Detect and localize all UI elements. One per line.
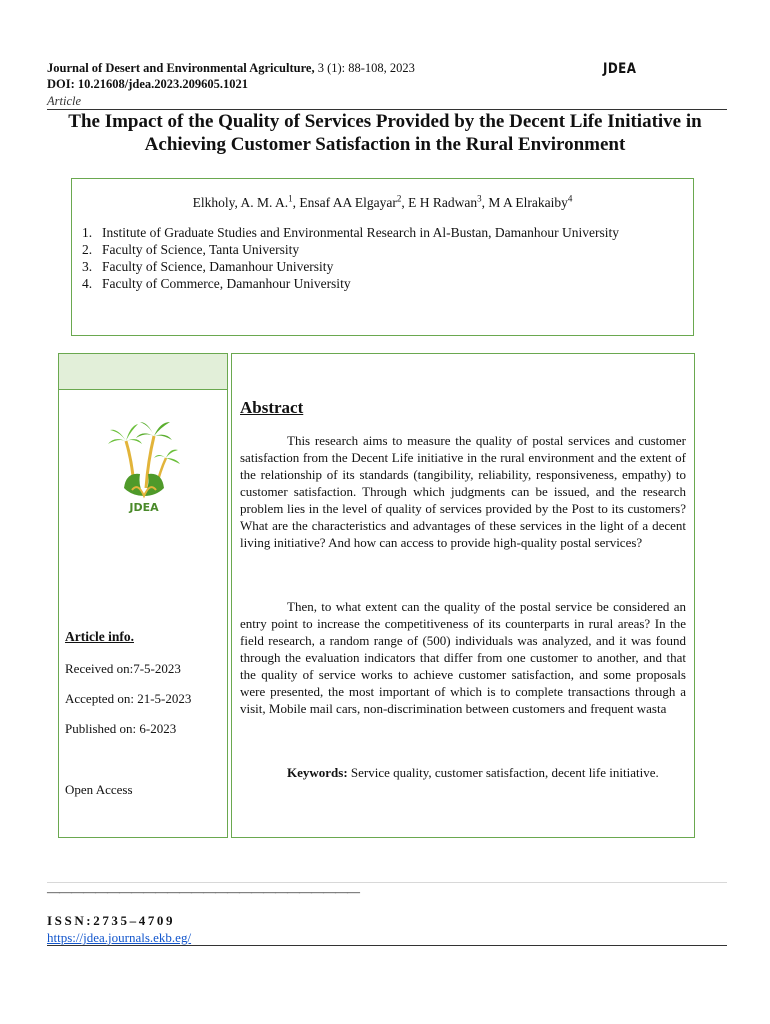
authors-box [71, 178, 694, 336]
journal-citation [47, 61, 415, 76]
abstract-paragraph-2: Then, to what extent can the quality of the postal service be considered an entry point to increase the competitiveness of its counterparts in rural areas? In the field research, a random range of (500) individuals was analyzed, and it was found through the evaluation indicators that differ from one customer to another, and that the quality of service works to achieve customer satisfaction, and some proposals were presented, the most important of which is to complete transactions through a visit, Mobile mail cars, non-discrimination between customers and frequent wasta [240, 599, 686, 716]
open-access-label: Open Access [65, 782, 133, 797]
journal-brand: JDEA [603, 61, 637, 77]
journal-name: Journal of Desert and Environmental Agriculture, [47, 61, 315, 75]
author: M A Elrakaiby$^4$ [488, 193, 573, 210]
article-info-title: Article info. [65, 629, 134, 644]
journal-website-link[interactable]: https://jdea.journals.ekb.eg/ [47, 930, 192, 945]
article-type: Article [47, 94, 82, 108]
footer-divider [47, 945, 727, 946]
author: Elkholy, A. M. A.$^1$, [192, 193, 300, 210]
abstract-panel [231, 353, 695, 838]
svg-text:JDEA: JDEA [129, 501, 159, 514]
affiliation-item: 1. Institute of Graduate Studies and Environmental Research in Al-Bustan, Damanhour University [82, 225, 620, 240]
article-info-header [59, 354, 227, 390]
accepted-date: Accepted on: 21-5-2023 [65, 691, 192, 706]
article-info-panel [58, 353, 228, 838]
abstract-paragraph-1: This research aims to measure the quality of postal services and customer satisfaction from the Decent Life initiative in the rural environment and the extent of the relationship of its standards (tangibility, reliability, responsiveness, empathy) to customer satisfaction. Through which judgments can be issued, and the research problem lies in the level of quality of services provided by the Post to its customers? What are the characteristics and advantages of these services in the light of a decent living initiative? And how can access to provide high-quality postal services? [240, 433, 686, 550]
issn: ISSN:2735–4709 [47, 913, 176, 928]
keywords-label: Keywords: [287, 765, 348, 780]
affiliation-item: 2. Faculty of Science, Tanta University [82, 242, 300, 257]
footnote-separator: —————————————————————————— [47, 884, 359, 899]
footer-light-divider [47, 882, 727, 883]
received-date: Received on:7-5-2023 [65, 661, 181, 676]
affiliation-item: 4. Faculty of Commerce, Damanhour University [82, 276, 351, 291]
doi[interactable]: DOI: 10.21608/jdea.2023.209605.1021 [47, 77, 249, 91]
keywords-text: Service quality, customer satisfaction, decent life initiative. [347, 765, 659, 780]
affiliation-list [82, 224, 682, 292]
author: Ensaf AA Elgayar$^2$, [299, 193, 409, 210]
journal-issue: 3 (1): 88-108, 2023 [314, 61, 415, 75]
jdea-logo-icon [104, 416, 184, 516]
affiliation-item: 3. Faculty of Science, Damanhour University [82, 259, 334, 274]
published-date: Published on: 6-2023 [65, 721, 177, 736]
abstract-heading: Abstract [240, 398, 304, 417]
author-list [72, 193, 693, 211]
author: E H Radwan$^3$, [408, 193, 489, 210]
keywords [240, 764, 686, 781]
paper-title: The Impact of the Quality of Services Provided by the Decent Life Initiative in Achieving Customer Satisfaction in the Rural Environment [68, 111, 702, 155]
